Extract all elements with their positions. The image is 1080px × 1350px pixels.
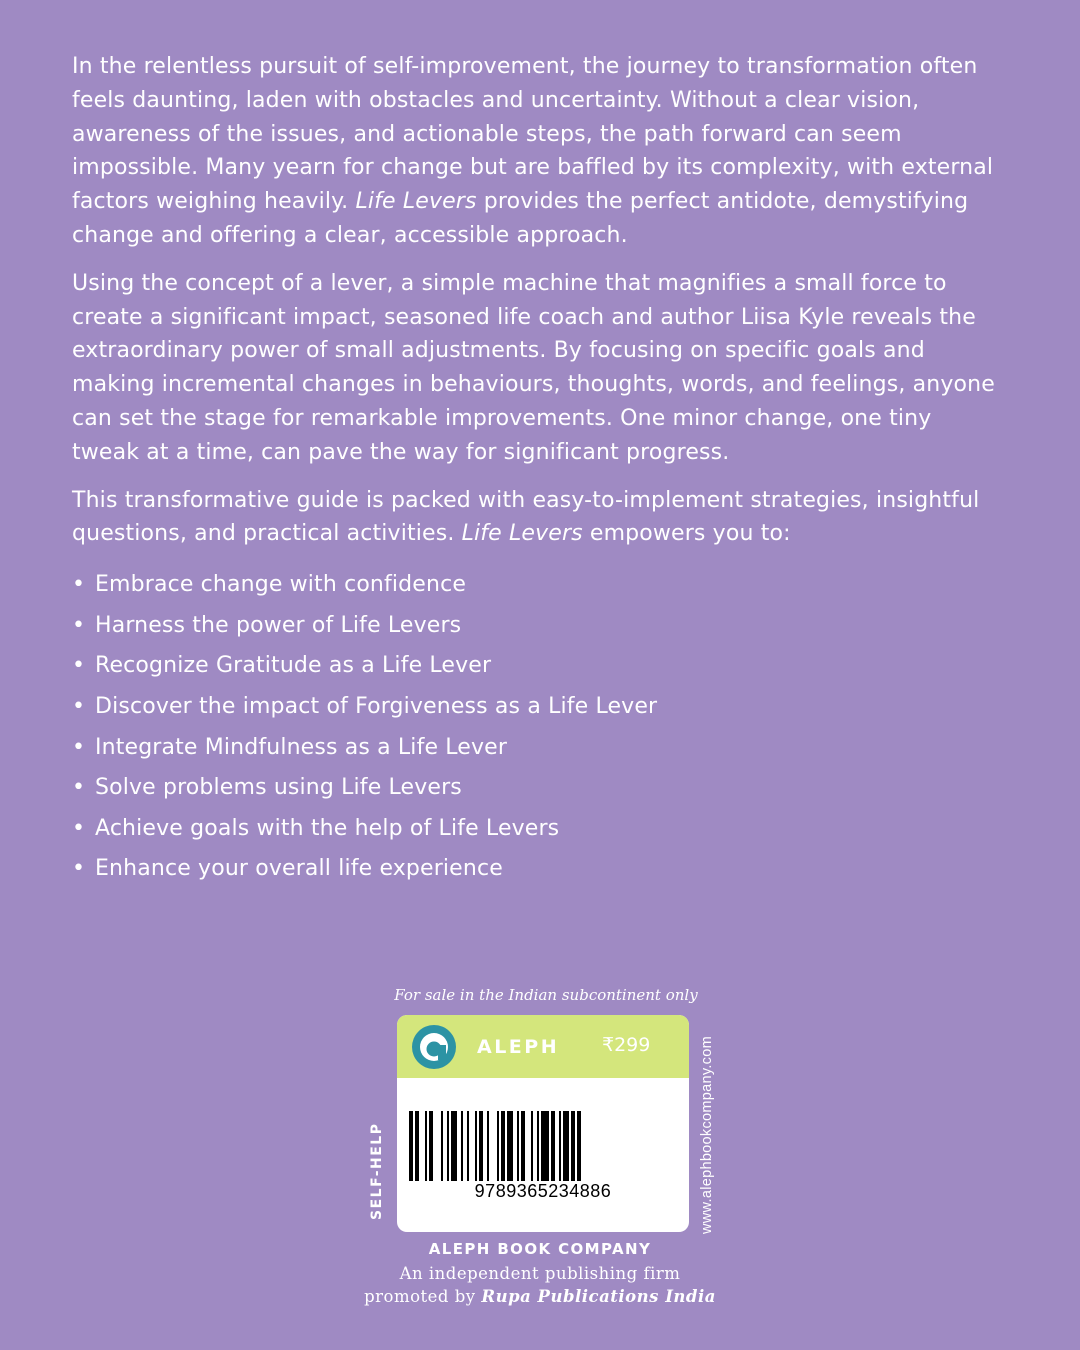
barcode-bar [531, 1111, 533, 1181]
publisher-website: www.alephbookcompany.com [699, 1036, 715, 1234]
price-band [397, 1015, 689, 1078]
bullet-icon: • [72, 612, 86, 638]
isbn-number: 9789365234886 [474, 1181, 612, 1201]
brand-name: ALEPH [477, 1036, 560, 1058]
barcode-bar [541, 1111, 549, 1181]
list-item-text: Integrate Mindfulness as a Life Lever [95, 734, 508, 760]
blurb-paragraph-3-text-end: empowers you to: [582, 521, 791, 547]
bullet-icon: • [72, 856, 86, 882]
barcode-bar [429, 1111, 433, 1181]
barcode-bar [451, 1111, 457, 1181]
list-item [72, 565, 1002, 606]
barcode-bar [461, 1111, 463, 1181]
blurb-paragraph-1-text-end: provides the perfect antidote, demystifying change and offering a clear, accessible approach. [72, 189, 969, 248]
publisher-tagline: An independent publishing firm [399, 1264, 681, 1283]
barcode-bar [517, 1111, 519, 1181]
aleph-logo-glyph [417, 1030, 451, 1064]
list-item [72, 606, 1002, 647]
list-item [72, 646, 1002, 687]
aleph-logo-icon [412, 1025, 456, 1069]
list-item [72, 687, 1002, 728]
list-item-text: Enhance your overall life experience [95, 856, 503, 882]
barcode-bar [409, 1111, 413, 1181]
book-title-inline: Life Levers [461, 521, 583, 547]
list-item [72, 809, 1002, 850]
benefit-list [72, 565, 1002, 890]
bullet-icon: • [72, 815, 86, 841]
blurb-paragraph-2: Using the concept of a lever, a simple machine that magnifies a small force to create a significant impact, seasoned life coach and author Liisa Kyle reveals the extraordinary power of small adjustments. By focusing on specific goals and making incremental changes in behaviours, thoughts, words, and feelings, anyone can set the stage for remarkable improvements. One minor change, one tiny tweak at a time, can pave the way for significant progress. [72, 270, 995, 465]
isbn-barcode [409, 1111, 677, 1181]
barcode-bar [467, 1111, 469, 1181]
back-cover-blurb [72, 50, 1002, 890]
barcode-bar [551, 1111, 555, 1181]
barcode-bar [479, 1111, 483, 1181]
list-item-text: Recognize Gratitude as a Life Lever [95, 653, 492, 679]
barcode-bar [415, 1111, 419, 1181]
list-item-text: Discover the impact of Forgiveness as a Life Lever [95, 693, 658, 719]
barcode-bar [425, 1111, 427, 1181]
list-item [72, 768, 1002, 809]
promoter-name: Rupa Publications India [481, 1287, 716, 1306]
barcode-bar [559, 1111, 561, 1181]
genre-label: SELF-HELP [369, 1122, 385, 1220]
barcode-bar [507, 1111, 513, 1181]
list-item [72, 849, 1002, 890]
blurb-paragraph-1 [72, 50, 1002, 253]
list-item-text: Solve problems using Life Levers [95, 775, 462, 801]
barcode-bar [563, 1111, 569, 1181]
barcode-bar [537, 1111, 539, 1181]
bullet-icon: • [72, 572, 86, 598]
blurb-paragraph-3 [72, 484, 1002, 552]
publisher-name: ALEPH BOOK COMPANY [428, 1240, 652, 1258]
publisher-promotion-line [340, 1287, 740, 1306]
bullet-icon: • [72, 693, 86, 719]
barcode-bar [571, 1111, 575, 1181]
bullet-icon: • [72, 734, 86, 760]
barcode-bar [441, 1111, 443, 1181]
barcode-bar [475, 1111, 477, 1181]
barcode-bar [501, 1111, 505, 1181]
barcode-bar [447, 1111, 449, 1181]
list-item-text: Embrace change with confidence [95, 572, 467, 598]
list-item [72, 728, 1002, 769]
list-item-text: Harness the power of Life Levers [95, 612, 462, 638]
barcode-bar [577, 1111, 581, 1181]
price-value: ₹299 [602, 1034, 651, 1056]
blurb-paragraph-1-text: In the relentless pursuit of self-improvement, the journey to transformation often feels daunting, laden with obstacles and uncertainty. Without a clear vision, awareness of the issues, and actionable steps, the path forward can seem impossible. Many yearn for change but are baffled by its complexity, with external factors weighing heavily. [72, 54, 994, 215]
sale-territory-note: For sale in the Indian subcontinent only [394, 986, 698, 1004]
list-item-text: Achieve goals with the help of Life Levers [95, 815, 560, 841]
book-title-inline: Life Levers [355, 189, 477, 215]
blurb-paragraph-3-text: This transformative guide is packed with easy-to-implement strategies, insightful questions, and practical activities. [72, 487, 980, 547]
barcode-bar [521, 1111, 525, 1181]
barcode-bar [487, 1111, 489, 1181]
bullet-icon: • [72, 775, 86, 801]
bullet-icon: • [72, 653, 86, 679]
barcode-price-label [397, 1015, 689, 1232]
promoted-by-text: promoted by [364, 1287, 482, 1306]
barcode-bar [497, 1111, 499, 1181]
